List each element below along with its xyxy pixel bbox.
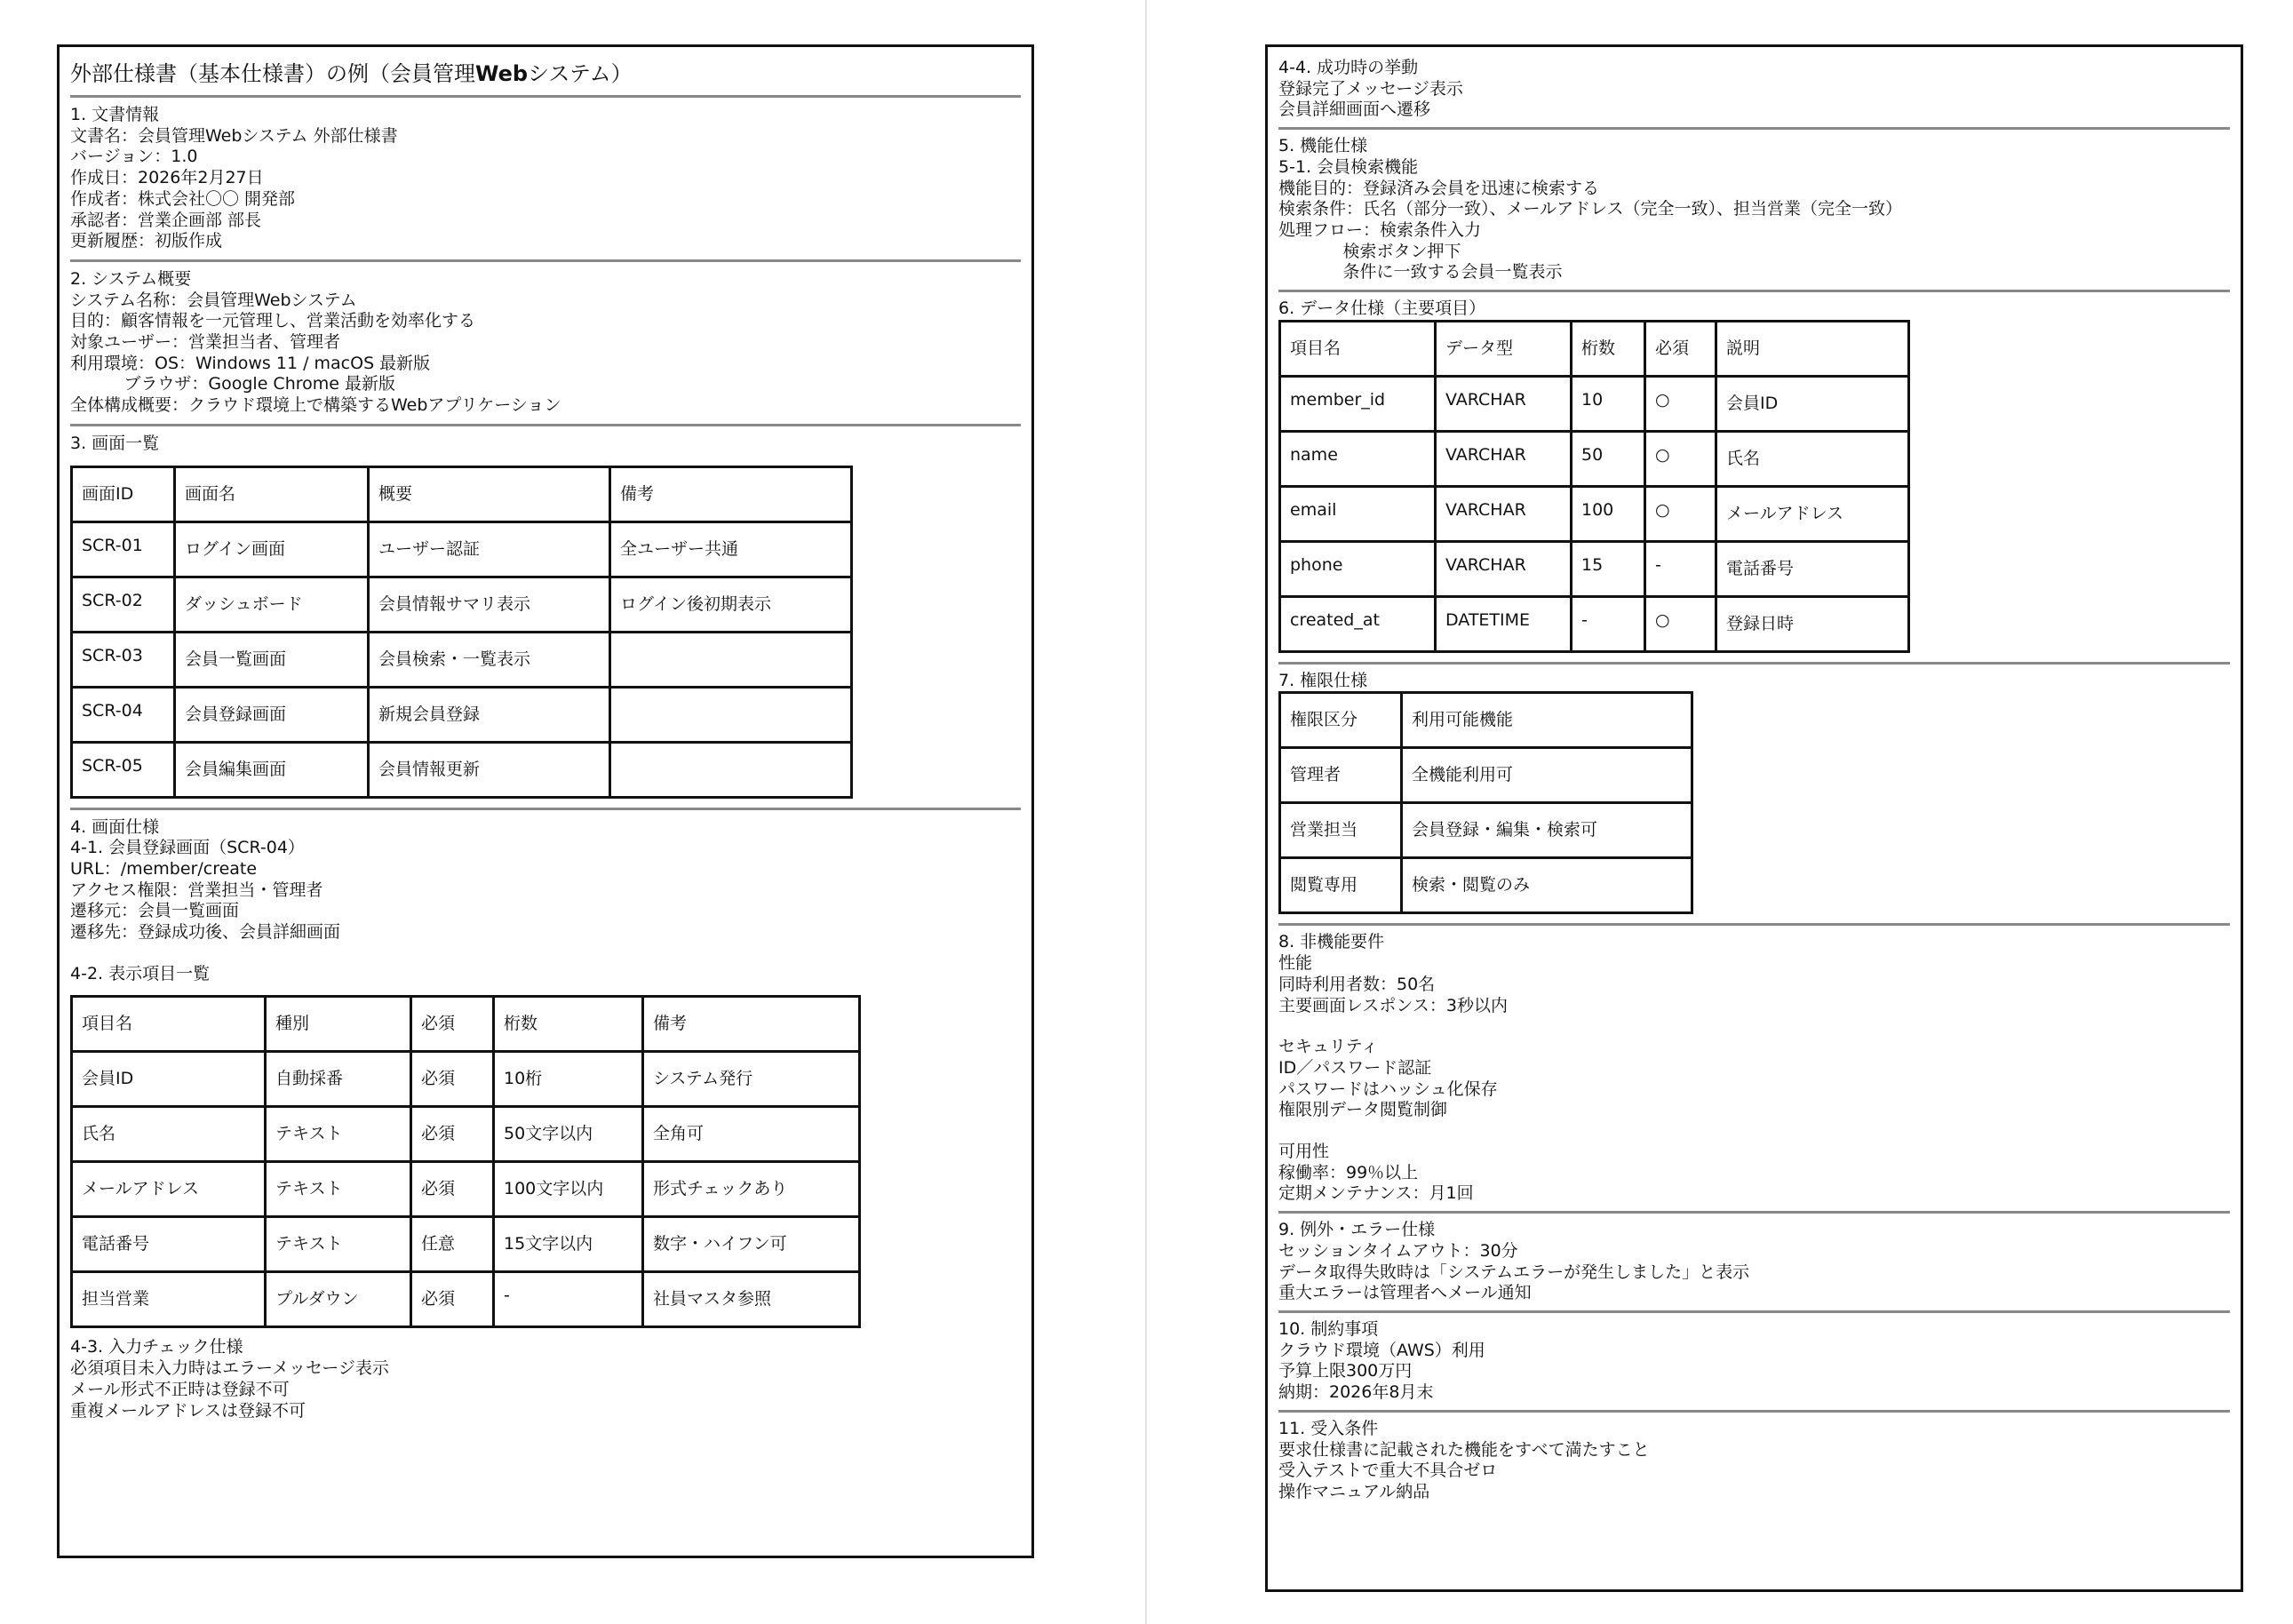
table-cell: 検索・閲覧のみ <box>1402 858 1692 913</box>
text-line: ブラウザ：Google Chrome 最新版 <box>70 374 396 394</box>
table-header-cell: 説明 <box>1716 321 1909 376</box>
text-line: 遷移先：登録成功後、会員詳細画面 <box>70 922 341 943</box>
table-cell: 会員登録・編集・検索可 <box>1402 803 1692 858</box>
text-line: 会員詳細画面へ遷移 <box>1278 100 1431 120</box>
section-divider <box>70 808 1021 810</box>
text-line: 利用環境：OS：Windows 11 / macOS 最新版 <box>70 353 431 373</box>
table-cell: 全ユーザー共通 <box>610 521 852 577</box>
table-cell: 担当営業 <box>72 1272 266 1327</box>
text-line: 主要画面レスポンス：3秒以内 <box>1278 995 1508 1015</box>
table-cell: テキスト <box>266 1107 411 1162</box>
text-line: 10. 制約事項 <box>1278 1318 1379 1339</box>
table-row <box>72 742 852 797</box>
text-line: 9. 例外・エラー仕様 <box>1278 1220 1436 1240</box>
table-row <box>1280 803 1692 858</box>
table-cell: 会員情報更新 <box>369 742 610 797</box>
table-cell: テキスト <box>266 1162 411 1217</box>
table-cell: SCR-05 <box>72 742 175 797</box>
table-row <box>72 1052 860 1107</box>
text-line: 対象ユーザー：営業担当者、管理者 <box>70 332 341 353</box>
table-cell: VARCHAR <box>1436 541 1572 596</box>
table-cell: 電話番号 <box>1716 541 1909 596</box>
section-heading: 3. 画面一覧 <box>70 433 160 453</box>
text-line: 稼働率：99％以上 <box>1278 1162 1419 1182</box>
text-line: 重大エラーは管理者へメール通知 <box>1278 1283 1532 1303</box>
table-cell: SCR-02 <box>72 577 175 632</box>
table-cell: - <box>1645 541 1716 596</box>
table-cell: システム発行 <box>643 1052 860 1107</box>
section-acceptance <box>1278 1419 2230 1503</box>
text-line: バージョン：1.0 <box>70 147 198 167</box>
table-cell: 会員情報サマリ表示 <box>369 577 610 632</box>
text-line: 可用性 <box>1278 1142 1330 1162</box>
table-cell: テキスト <box>266 1217 411 1272</box>
text-line: 権限別データ閲覧制御 <box>1278 1100 1448 1120</box>
table-cell: ○ <box>1645 486 1716 541</box>
table-header-cell: 項目名 <box>72 997 266 1052</box>
text-line: 重複メールアドレスは登録不可 <box>70 1400 307 1421</box>
section-screen-spec <box>70 817 1021 1422</box>
text-line: 検索ボタン押下 <box>1278 241 1461 261</box>
section-document-info <box>70 105 1021 252</box>
table-cell: email <box>1280 486 1436 541</box>
section-constraints <box>1278 1319 2230 1404</box>
table-cell: 新規会員登録 <box>369 687 610 742</box>
section-screen-list <box>70 434 1021 799</box>
section-heading: 6. データ仕様（主要項目） <box>1278 299 1486 319</box>
table-header-cell: 桁数 <box>1572 321 1645 376</box>
section-divider <box>1278 1410 2230 1413</box>
table-cell: 電話番号 <box>72 1217 266 1272</box>
text-line: 条件に一致する会員一覧表示 <box>1278 262 1563 283</box>
table-cell: 会員検索・一覧表示 <box>369 632 610 687</box>
table-row <box>1280 486 1909 541</box>
table-cell <box>610 687 852 742</box>
text-line: 11. 受入条件 <box>1278 1418 1379 1438</box>
text-line: 性能 <box>1278 953 1313 974</box>
table-header-row <box>72 997 860 1052</box>
table-row <box>1280 858 1692 913</box>
table-header-cell: 項目名 <box>1280 321 1436 376</box>
text-line: 4-4. 成功時の挙動 <box>1278 58 1419 77</box>
table-row <box>1280 748 1692 803</box>
table-cell: プルダウン <box>266 1272 411 1327</box>
section-divider <box>1278 290 2230 292</box>
table-cell: SCR-01 <box>72 521 175 577</box>
table-row <box>72 1272 860 1327</box>
table-cell: メールアドレス <box>1716 486 1909 541</box>
section-divider <box>70 259 1021 262</box>
table-cell: 全角可 <box>643 1107 860 1162</box>
table-cell: 100 <box>1572 486 1645 541</box>
text-line: 作成者：株式会社〇〇 開発部 <box>70 188 296 209</box>
text-line: 4-3. 入力チェック仕様 <box>70 1337 243 1357</box>
table-header-cell: 利用可能機能 <box>1402 693 1692 748</box>
document-page-1 <box>57 44 1034 1558</box>
table-cell: ログイン画面 <box>175 521 369 577</box>
table-header-cell: 備考 <box>610 466 852 521</box>
text-line: パスワードはハッシュ化保存 <box>1278 1079 1498 1099</box>
table-cell: name <box>1280 431 1436 486</box>
table-cell: 営業担当 <box>1280 803 1402 858</box>
document-title: 外部仕様書（基本仕様書）の例（会員管理Webシステム） <box>70 61 633 86</box>
data-spec-table <box>1278 320 1910 653</box>
table-cell: SCR-03 <box>72 632 175 687</box>
section-divider <box>1278 127 2230 130</box>
table-header-cell: 桁数 <box>494 997 643 1052</box>
section-heading: 4. 画面仕様 <box>70 816 160 837</box>
table-cell <box>610 632 852 687</box>
table-header-cell: 権限区分 <box>1280 693 1402 748</box>
section-divider <box>70 424 1021 426</box>
text-line: 5-1. 会員検索機能 <box>1278 156 1419 177</box>
table-cell: 氏名 <box>1716 431 1909 486</box>
table-cell: 必須 <box>411 1107 494 1162</box>
table-cell: 100文字以内 <box>494 1162 643 1217</box>
table-header-row <box>72 466 852 521</box>
table-cell: phone <box>1280 541 1436 596</box>
table-cell: 会員登録画面 <box>175 687 369 742</box>
table-cell: 必須 <box>411 1272 494 1327</box>
text-line: 作成日：2026年2月27日 <box>70 168 264 188</box>
table-row <box>1280 431 1909 486</box>
text-line: クラウド環境（AWS）利用 <box>1278 1340 1485 1360</box>
table-cell: 自動採番 <box>266 1052 411 1107</box>
text-line: 要求仕様書に記載された機能をすべて満たすこと <box>1278 1439 1650 1460</box>
table-row <box>72 687 852 742</box>
table-cell: 全機能利用可 <box>1402 748 1692 803</box>
section-divider <box>1278 1310 2230 1313</box>
table-row <box>72 1107 860 1162</box>
table-cell: 会員ID <box>1716 376 1909 431</box>
table-header-cell: 必須 <box>411 997 494 1052</box>
text-line: 文書名：会員管理Webシステム 外部仕様書 <box>70 125 398 146</box>
section-success-behavior <box>1278 58 2230 121</box>
table-header-row <box>1280 693 1692 748</box>
table-row <box>1280 376 1909 431</box>
table-row <box>1280 596 1909 651</box>
text-line: 予算上限300万円 <box>1278 1361 1413 1381</box>
table-cell: 管理者 <box>1280 748 1402 803</box>
table-cell <box>610 742 852 797</box>
table-cell: - <box>494 1272 643 1327</box>
text-line: 目的：顧客情報を一元管理し、営業活動を効率化する <box>70 311 476 331</box>
table-row <box>72 632 852 687</box>
table-cell: VARCHAR <box>1436 376 1572 431</box>
table-cell: ログイン後初期表示 <box>610 577 852 632</box>
section-heading: 2. システム概要 <box>70 268 192 289</box>
permission-table <box>1278 691 1693 914</box>
section-error-spec <box>1278 1220 2230 1304</box>
table-cell: 10 <box>1572 376 1645 431</box>
text-line: 4-1. 会員登録画面（SCR-04） <box>70 838 305 858</box>
section-system-overview <box>70 269 1021 417</box>
text-line: ID／パスワード認証 <box>1278 1057 1432 1078</box>
section-permission-spec <box>1278 671 2230 915</box>
display-items-table <box>70 995 861 1328</box>
table-cell: 数字・ハイフン可 <box>643 1217 860 1272</box>
section-divider <box>1278 923 2230 926</box>
section-divider <box>1278 1211 2230 1214</box>
table-cell: ダッシュボード <box>175 577 369 632</box>
table-header-row <box>1280 321 1909 376</box>
table-cell: 会員一覧画面 <box>175 632 369 687</box>
table-header-cell: 必須 <box>1645 321 1716 376</box>
table-cell: 登録日時 <box>1716 596 1909 651</box>
table-header-cell: 種別 <box>266 997 411 1052</box>
table-cell: 氏名 <box>72 1107 266 1162</box>
table-cell: 50文字以内 <box>494 1107 643 1162</box>
page-gap-divider <box>1145 0 1147 1624</box>
text-line: アクセス権限：営業担当・管理者 <box>70 880 323 900</box>
text-line: 登録完了メッセージ表示 <box>1278 78 1463 99</box>
section-heading: 7. 権限仕様 <box>1278 670 1368 690</box>
text-line: 全体構成概要：クラウド環境上で構築するWebアプリケーション <box>70 395 561 416</box>
table-cell: 50 <box>1572 431 1645 486</box>
section-function-spec <box>1278 136 2230 283</box>
text-line: 処理フロー：検索条件入力 <box>1278 219 1482 240</box>
text-line: 納期：2026年8月末 <box>1278 1382 1434 1403</box>
table-header-cell: 画面ID <box>72 466 175 521</box>
section-data-spec <box>1278 299 2230 653</box>
table-cell: VARCHAR <box>1436 486 1572 541</box>
text-line: メール形式不正時は登録不可 <box>70 1379 290 1399</box>
text-line: セッションタイムアウト：30分 <box>1278 1240 1518 1261</box>
screen-list-table <box>70 466 853 799</box>
table-cell: VARCHAR <box>1436 431 1572 486</box>
text-line: 検索条件：氏名（部分一致）、メールアドレス（完全一致）、担当営業（完全一致） <box>1278 199 1903 219</box>
table-cell: 任意 <box>411 1217 494 1272</box>
table-cell: ○ <box>1645 376 1716 431</box>
text-line: 定期メンテナンス：月1回 <box>1278 1183 1474 1204</box>
table-cell: DATETIME <box>1436 596 1572 651</box>
table-cell: 形式チェックあり <box>643 1162 860 1217</box>
table-cell: created_at <box>1280 596 1436 651</box>
table-header-cell: データ型 <box>1436 321 1572 376</box>
table-cell: 会員ID <box>72 1052 266 1107</box>
text-line: システム名称：会員管理Webシステム <box>70 290 357 310</box>
table-cell: ○ <box>1645 596 1716 651</box>
table-row <box>1280 541 1909 596</box>
table-cell: ○ <box>1645 431 1716 486</box>
table-cell: member_id <box>1280 376 1436 431</box>
table-row <box>72 1162 860 1217</box>
text-line: 必須項目未入力時はエラーメッセージ表示 <box>70 1358 389 1379</box>
subsection-heading: 4-2. 表示項目一覧 <box>70 963 211 983</box>
table-header-cell: 概要 <box>369 466 610 521</box>
table-cell: 15 <box>1572 541 1645 596</box>
table-header-cell: 備考 <box>643 997 860 1052</box>
table-cell: 社員マスタ参照 <box>643 1272 860 1327</box>
table-cell: SCR-04 <box>72 687 175 742</box>
section-heading: 1. 文書情報 <box>70 105 160 124</box>
table-row <box>72 1217 860 1272</box>
text-line: 同時利用者数：50名 <box>1278 974 1436 994</box>
text-line: 受入テストで重大不具合ゼロ <box>1278 1461 1498 1481</box>
text-line: セキュリティ <box>1278 1037 1379 1057</box>
text-line: 8. 非機能要件 <box>1278 932 1385 952</box>
table-row <box>72 521 852 577</box>
text-line: 5. 機能仕様 <box>1278 136 1368 156</box>
table-cell: 閲覧専用 <box>1280 858 1402 913</box>
table-cell: 必須 <box>411 1162 494 1217</box>
section-divider <box>70 95 1021 98</box>
table-cell: 15文字以内 <box>494 1217 643 1272</box>
text-line: URL：/member/create <box>70 858 258 879</box>
table-cell: 会員編集画面 <box>175 742 369 797</box>
text-line: 遷移元：会員一覧画面 <box>70 901 240 921</box>
section-nonfunctional <box>1278 932 2230 1205</box>
text-line: 操作マニュアル納品 <box>1278 1481 1430 1501</box>
table-cell: 10桁 <box>494 1052 643 1107</box>
text-line: 承認者：営業企画部 部長 <box>70 210 262 230</box>
table-header-cell: 画面名 <box>175 466 369 521</box>
table-cell: メールアドレス <box>72 1162 266 1217</box>
table-cell: ユーザー認証 <box>369 521 610 577</box>
text-line: データ取得失敗時は「システムエラーが発生しました」と表示 <box>1278 1262 1750 1282</box>
table-cell: - <box>1572 596 1645 651</box>
text-line: 機能目的：登録済み会員を迅速に検索する <box>1278 178 1600 198</box>
section-divider <box>1278 662 2230 665</box>
table-cell: 必須 <box>411 1052 494 1107</box>
table-row <box>72 577 852 632</box>
document-page-2 <box>1265 44 2243 1592</box>
text-line: 更新履歴：初版作成 <box>70 231 223 251</box>
